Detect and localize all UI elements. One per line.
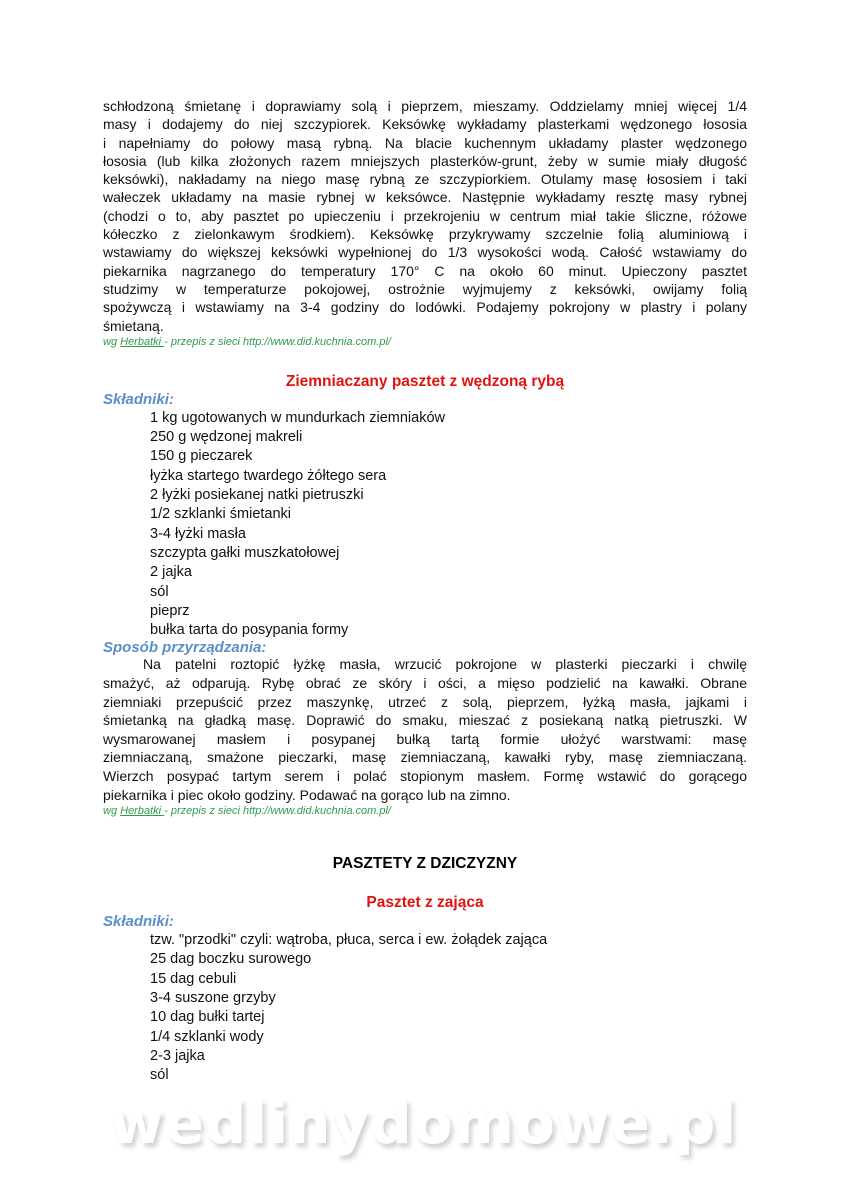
paragraph-line: Wierzch posypać tartym serem i polać stopionym masłem. Formę wstawić do gorącego <box>103 767 747 784</box>
ingredient-item: 250 g wędzonej makreli <box>150 429 303 446</box>
ingredient-item: 1 kg ugotowanych w mundurkach ziemniaków <box>150 409 445 426</box>
ingredient-item: 3-4 łyżki masła <box>150 525 246 542</box>
ingredient-item: pieprz <box>150 602 190 619</box>
source-author-link[interactable]: Herbatki <box>120 805 165 818</box>
recipe2-method-label: Sposób przyrządzania: <box>103 639 267 657</box>
paragraph-line: śmietaną. <box>103 317 164 334</box>
recipe2-ingredients-label: Składniki: <box>103 390 174 408</box>
paragraph-line: studzimy w temperaturze pokojowej, ostrożnie wyjmujemy z keksówki, owijamy folią <box>103 280 747 297</box>
source-author-link[interactable]: Herbatki <box>120 335 165 348</box>
ingredient-item: 15 dag cebuli <box>150 970 237 987</box>
ingredient-item: sól <box>150 1067 169 1084</box>
source-prefix: wg <box>103 805 121 818</box>
ingredient-item: 150 g pieczarek <box>150 448 253 465</box>
source-prefix: wg <box>103 335 121 348</box>
paragraph-line: kółeczko z zielonkawym środkiem). Keksówkę przykrywamy szczelnie folią aluminiową i <box>103 226 747 243</box>
paragraph-line: spożywczą i wstawiamy na 3-4 godziny do lodówki. Podajemy pokrojony w plastry i polany <box>103 299 747 316</box>
ingredient-item: 1/2 szklanki śmietanki <box>150 506 292 523</box>
recipe3-ingredients-list <box>103 931 747 1085</box>
paragraph-line: smażyć, aż odparują. Rybę obrać ze skóry i ości, a mięso podzielić na kawałki. Obrane <box>103 675 747 692</box>
paragraph-line: piekarnika i piec około godziny. Podawać na gorąco lub na zimno. <box>103 786 511 803</box>
ingredient-item: 25 dag boczku surowego <box>150 951 312 968</box>
watermark-logo: wedlinydomowe.pl <box>110 1089 738 1157</box>
ingredient-item: sól <box>150 583 169 600</box>
ingredient-item: 2-3 jajka <box>150 1047 205 1064</box>
ingredient-item: tzw. "przodki" czyli: wątroba, płuca, serca i ew. żołądek zająca <box>150 932 548 949</box>
recipe2-source <box>103 804 747 818</box>
source-suffix: - przepis z sieci http://www.did.kuchnia.com.pl/ <box>164 335 391 348</box>
source-suffix: - przepis z sieci http://www.did.kuchnia.com.pl/ <box>164 805 391 818</box>
paragraph-line: wałeczek układamy na masie rybnej w keksówce. Następnie wykładamy resztę masy rybnej <box>103 189 747 206</box>
paragraph-line: łososia (lub kilka złożonych razem mniejszych plasterków-grunt, żeby w sumie miały długość <box>103 152 747 169</box>
paragraph-line: ziemniaczaną, smażone pieczarki, masę ziemniaczaną, kawałki ryby, masę ziemniaczaną. <box>103 749 747 766</box>
recipe2-method <box>103 655 747 804</box>
paragraph-line: (chodzi o to, aby pasztet po upieczeniu i przekrojeniu w centrum miał takie śliczne, różowe <box>103 207 747 224</box>
ingredient-item: 2 łyżki posiekanej natki pietruszki <box>150 487 364 504</box>
ingredient-item: 1/4 szklanki wody <box>150 1028 264 1045</box>
paragraph-line: masy i dodajemy do niej szczypiorek. Keksówkę wykładamy plasterkami wędzonego łososia <box>103 116 747 133</box>
ingredient-item: 3-4 suszone grzyby <box>150 990 276 1007</box>
paragraph-line: ziemniaki przepuścić przez maszynkę, utrzeć z solą, pieprzem, łyżką masła, jajkami i <box>103 693 747 710</box>
paragraph-line: śmietanką na gładką masę. Doprawić do smaku, mieszać z posiekaną natką pietruszki. W <box>103 712 747 729</box>
paragraph-line: i napełniamy do połowy masą rybną. Na blacie kuchennym układamy plaster wędzonego <box>103 134 747 151</box>
ingredient-item: szczypta gałki muszkatołowej <box>150 544 340 561</box>
ingredient-item: 10 dag bułki tartej <box>150 1009 265 1026</box>
recipe2-title: Ziemniaczany pasztet z wędzoną rybą <box>285 372 565 390</box>
ingredient-item: 2 jajka <box>150 564 192 581</box>
paragraph-line: keksówki), nakładamy na niego masę rybną ze szczypiorkiem. Otulamy masę łososiem i taki <box>103 171 747 188</box>
recipe1-paragraph <box>103 97 747 335</box>
paragraph-line: wstawiamy do większej keksówki wypełnionej do 1/3 wysokości wodą. Całość wstawiamy do <box>103 244 747 261</box>
section-title: PASZTETY Z DZICZYZNY <box>332 855 518 873</box>
paragraph-line: wysmarowanej masłem i posypanej bułką tartą formie ułożyć warstwami: masę <box>103 730 747 747</box>
recipe1-source <box>103 335 747 349</box>
recipe3-title: Pasztet z zająca <box>366 894 484 912</box>
recipe3-ingredients-label: Składniki: <box>103 913 174 931</box>
ingredient-item: bułka tarta do posypania formy <box>150 622 349 639</box>
recipe2-ingredients-list <box>103 409 747 641</box>
paragraph-line: schłodzoną śmietanę i doprawiamy solą i pieprzem, mieszamy. Oddzielamy mniej więcej 1/4 <box>103 98 747 114</box>
paragraph-line: piekarnika nagrzanego do temperatury 170° C na około 60 minut. Upieczony pasztet <box>103 262 747 279</box>
ingredient-item: łyżka startego twardego żółtego sera <box>150 467 387 484</box>
paragraph-line: Na patelni roztopić łyżkę masła, wrzucić pokrojone w plasterki pieczarki i chwilę <box>143 656 747 673</box>
